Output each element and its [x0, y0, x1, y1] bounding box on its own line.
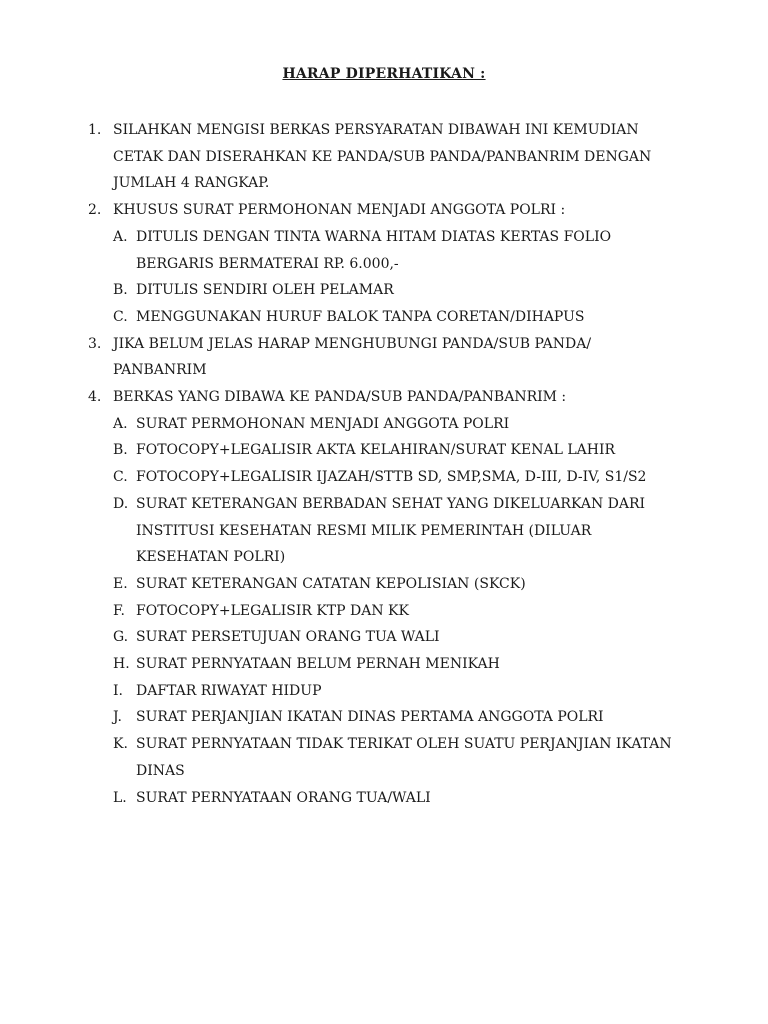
item-text: JIKA BELUM JELAS HARAP MENGHUBUNGI PANDA/SUB PANDA/ PANBANRIM — [113, 335, 592, 379]
sub-item-letter: D. — [113, 495, 129, 512]
sub-item-letter: I. — [113, 682, 123, 699]
sub-item-text: DAFTAR RIWAYAT HIDUP — [136, 682, 322, 699]
sub-item-letter: C. — [113, 308, 128, 325]
sub-list — [113, 224, 688, 331]
sub-item-text: SURAT PERNYATAAN BELUM PERNAH MENIKAH — [136, 656, 500, 673]
sub-item-text: FOTOCOPY+LEGALISIR KTP DAN KK — [136, 602, 409, 619]
list-item-1 — [88, 117, 688, 197]
sub-item-letter: K. — [113, 736, 128, 753]
sub-item-letter: E. — [113, 575, 128, 592]
sub-list-item — [113, 411, 688, 438]
sub-item-text: SURAT PERNYATAAN TIDAK TERIKAT OLEH SUATU PERJANJIAN IKATAN DINAS — [136, 736, 672, 779]
sub-list-item — [113, 304, 688, 331]
sub-list-item — [113, 464, 688, 491]
sub-list-item — [113, 224, 688, 277]
list-item-3 — [88, 331, 688, 384]
sub-item-text: MENGGUNAKAN HURUF BALOK TANPA CORETAN/DIHAPUS — [136, 308, 585, 325]
sub-item-text: FOTOCOPY+LEGALISIR AKTA KELAHIRAN/SURAT KENAL LAHIR — [136, 442, 616, 459]
sub-item-text: DITULIS SENDIRI OLEH PELAMAR — [136, 282, 394, 299]
sub-list-item — [113, 624, 688, 651]
sub-list-item — [113, 678, 688, 705]
sub-list-item — [113, 651, 688, 678]
sub-item-letter: H. — [113, 656, 130, 673]
sub-item-letter: L. — [113, 789, 127, 806]
sub-item-letter: C. — [113, 469, 128, 486]
sub-item-text: SURAT PERMOHONAN MENJADI ANGGOTA POLRI — [136, 415, 510, 432]
sub-item-letter: G. — [113, 629, 129, 646]
sub-item-text: SURAT PERNYATAAN ORANG TUA/WALI — [136, 789, 431, 806]
sub-list-item — [113, 491, 688, 571]
sub-list-item — [113, 704, 688, 731]
sub-item-text: SURAT KETERANGAN BERBADAN SEHAT YANG DIKELUARKAN DARI INSTITUSI KESEHATAN RESMI MILIK PEMERINTAH (DILUAR KESEHATAN POLRI) — [136, 495, 646, 566]
sub-item-letter: A. — [113, 415, 128, 432]
sub-list-item — [113, 437, 688, 464]
item-number: 3. — [88, 335, 102, 352]
sub-item-letter: B. — [113, 442, 128, 459]
page-title: HARAP DIPERHATIKAN : — [282, 66, 486, 82]
sub-item-text: SURAT KETERANGAN CATATAN KEPOLISIAN (SKCK) — [136, 575, 526, 592]
sub-item-text: SURAT PERJANJIAN IKATAN DINAS PERTAMA ANGGOTA POLRI — [136, 709, 604, 726]
sub-list-item — [113, 277, 688, 304]
sub-list-item — [113, 598, 688, 625]
item-text: SILAHKAN MENGISI BERKAS PERSYARATAN DIBAWAH INI KEMUDIAN CETAK DAN DISERAHKAN KE PANDA/SUB PANDA/PANBANRIM DENGAN JUMLAH 4 RANGKAP. — [113, 122, 652, 192]
sub-item-text: FOTOCOPY+LEGALISIR IJAZAH/STTB SD, SMP,SMA, D-III, D-IV, S1/S2 — [136, 469, 647, 486]
sub-list-item — [113, 731, 688, 784]
item-text: BERKAS YANG DIBAWA KE PANDA/SUB PANDA/PANBANRIM : — [113, 389, 567, 406]
instruction-list — [88, 117, 688, 811]
sub-item-text: SURAT PERSETUJUAN ORANG TUA WALI — [136, 629, 440, 646]
sub-item-letter: F. — [113, 602, 125, 619]
list-item-2 — [88, 197, 688, 331]
sub-item-text: DITULIS DENGAN TINTA WARNA HITAM DIATAS KERTAS FOLIO BERGARIS BERMATERAI RP. 6.000,- — [136, 228, 612, 272]
sub-list-item — [113, 571, 688, 598]
sub-item-letter: J. — [113, 709, 122, 726]
sub-item-letter: A. — [113, 228, 128, 245]
sub-list — [113, 411, 688, 812]
item-number: 1. — [88, 122, 102, 138]
sub-item-letter: B. — [113, 282, 128, 299]
item-text: KHUSUS SURAT PERMOHONAN MENJADI ANGGOTA POLRI : — [113, 202, 566, 219]
list-item-4 — [88, 384, 688, 811]
item-number: 2. — [88, 202, 102, 219]
sub-list-item — [113, 785, 688, 812]
item-number: 4. — [88, 389, 102, 406]
